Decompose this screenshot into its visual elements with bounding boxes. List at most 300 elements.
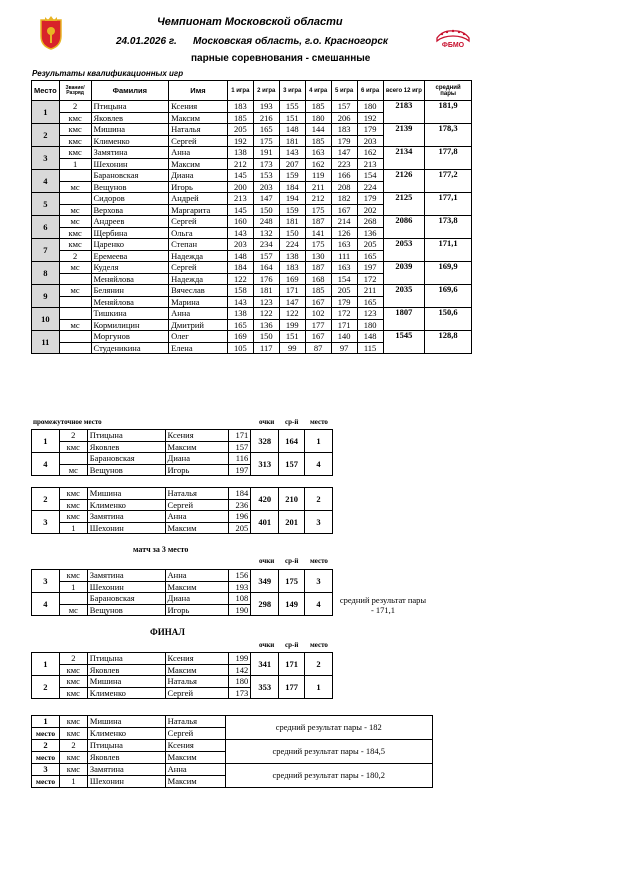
player-score: 108 bbox=[229, 593, 251, 605]
game-score: 203 bbox=[357, 135, 383, 147]
player-surname: Шехонин bbox=[87, 581, 165, 593]
player-score: 190 bbox=[229, 604, 251, 616]
player-surname: Замятина bbox=[87, 764, 165, 776]
player-rank bbox=[59, 273, 91, 285]
player-surname: Вещунов bbox=[87, 464, 165, 476]
player-name: Ксения bbox=[169, 101, 228, 113]
game-score: 122 bbox=[253, 308, 279, 320]
team-seed: 2 bbox=[32, 676, 60, 699]
table-row bbox=[32, 453, 333, 465]
table-row bbox=[32, 239, 472, 251]
game-score: 194 bbox=[279, 193, 305, 205]
game-score: 203 bbox=[227, 239, 253, 251]
game-score: 126 bbox=[331, 227, 357, 239]
team-place: 3 bbox=[305, 570, 333, 593]
col-avg: средний пары bbox=[425, 81, 472, 101]
player-rank: кмс bbox=[59, 112, 91, 124]
team-points: 313 bbox=[251, 453, 279, 476]
game-score: 187 bbox=[305, 262, 331, 274]
game-score: 157 bbox=[253, 250, 279, 262]
team-total: 2134 bbox=[383, 147, 425, 170]
player-surname: Вещунов bbox=[87, 604, 165, 616]
player-name: Сергей bbox=[169, 216, 228, 228]
team-place: 10 bbox=[32, 308, 60, 331]
player-surname: Куделя bbox=[91, 262, 169, 274]
team-seed: 3 bbox=[32, 511, 60, 534]
game-score: 123 bbox=[253, 296, 279, 308]
game-score: 154 bbox=[331, 273, 357, 285]
player-name: Сергей bbox=[169, 262, 228, 274]
game-score: 143 bbox=[227, 227, 253, 239]
game-score: 193 bbox=[253, 101, 279, 113]
table-row bbox=[32, 488, 333, 500]
player-name: Наталья bbox=[169, 124, 228, 136]
game-score: 122 bbox=[279, 308, 305, 320]
team-average: 177 bbox=[279, 676, 305, 699]
game-score: 167 bbox=[305, 331, 331, 343]
team-total: 1807 bbox=[383, 308, 425, 331]
player-rank: кмс bbox=[59, 499, 87, 511]
table-row bbox=[32, 740, 433, 752]
team-average: 157 bbox=[279, 453, 305, 476]
player-rank: мс bbox=[59, 262, 91, 274]
player-rank: мс bbox=[59, 319, 91, 331]
game-score: 175 bbox=[305, 239, 331, 251]
game-score: 177 bbox=[305, 319, 331, 331]
player-surname: Замятина bbox=[91, 147, 169, 159]
team-place: 2 bbox=[305, 488, 333, 511]
player-rank bbox=[59, 296, 91, 308]
game-score: 115 bbox=[357, 342, 383, 354]
player-name: Андрей bbox=[169, 193, 228, 205]
player-rank: кмс bbox=[59, 752, 87, 764]
col-game-2: 2 игра bbox=[253, 81, 279, 101]
result-note: средний результат пары - 180,2 bbox=[225, 764, 432, 788]
player-name: Сергей bbox=[165, 499, 229, 511]
player-name: Сергей bbox=[165, 687, 229, 699]
game-score: 192 bbox=[357, 112, 383, 124]
team-average: 128,8 bbox=[425, 331, 472, 354]
table-row bbox=[32, 331, 472, 343]
game-score: 163 bbox=[305, 147, 331, 159]
col-rank: Звание/ Разряд bbox=[59, 81, 91, 101]
game-score: 171 bbox=[279, 285, 305, 297]
game-score: 206 bbox=[331, 112, 357, 124]
col-total: всего 12 игр bbox=[383, 81, 425, 101]
team-total: 2086 bbox=[383, 216, 425, 239]
team-total: 2125 bbox=[383, 193, 425, 216]
player-name: Анна bbox=[165, 511, 229, 523]
player-rank bbox=[59, 170, 91, 182]
player-surname: Моргунов bbox=[91, 331, 169, 343]
result-place-word: место bbox=[32, 752, 60, 764]
game-score: 213 bbox=[227, 193, 253, 205]
table-row bbox=[32, 676, 333, 688]
game-score: 169 bbox=[227, 331, 253, 343]
team-seed: 1 bbox=[32, 653, 60, 676]
player-name: Максим bbox=[165, 522, 229, 534]
game-score: 157 bbox=[331, 101, 357, 113]
game-score: 175 bbox=[305, 204, 331, 216]
final-title: ФИНАЛ bbox=[150, 627, 185, 637]
player-rank: 1 bbox=[59, 522, 87, 534]
game-score: 97 bbox=[331, 342, 357, 354]
game-score: 143 bbox=[279, 147, 305, 159]
game-score: 163 bbox=[331, 262, 357, 274]
game-score: 166 bbox=[331, 170, 357, 182]
table-row bbox=[32, 593, 333, 605]
game-score: 181 bbox=[253, 285, 279, 297]
team-total: 2139 bbox=[383, 124, 425, 147]
game-score: 163 bbox=[331, 239, 357, 251]
player-rank: 1 bbox=[59, 776, 87, 788]
table-row bbox=[32, 430, 333, 442]
player-surname: Андреев bbox=[91, 216, 169, 228]
player-rank: 2 bbox=[59, 250, 91, 262]
game-score: 203 bbox=[253, 181, 279, 193]
team-average: 177,2 bbox=[425, 170, 472, 193]
team-place: 5 bbox=[32, 193, 60, 216]
third-col-points: очки bbox=[259, 557, 275, 565]
player-rank: кмс bbox=[59, 239, 91, 251]
game-score: 212 bbox=[305, 193, 331, 205]
team-average: 169,9 bbox=[425, 262, 472, 285]
game-score: 117 bbox=[253, 342, 279, 354]
game-score: 122 bbox=[227, 273, 253, 285]
team-place: 7 bbox=[32, 239, 60, 262]
third-col-avg: ср-й bbox=[285, 557, 299, 565]
player-score: 205 bbox=[229, 522, 251, 534]
player-rank bbox=[59, 453, 87, 465]
player-rank: кмс bbox=[59, 676, 87, 688]
team-average: 173,8 bbox=[425, 216, 472, 239]
game-score: 211 bbox=[357, 285, 383, 297]
player-name: Максим bbox=[165, 581, 229, 593]
game-score: 213 bbox=[357, 158, 383, 170]
player-name: Наталья bbox=[165, 488, 229, 500]
third-col-place: место bbox=[310, 557, 328, 565]
game-score: 171 bbox=[331, 319, 357, 331]
game-score: 140 bbox=[331, 331, 357, 343]
player-name: Ольга bbox=[169, 227, 228, 239]
team-seed: 4 bbox=[32, 593, 60, 616]
game-score: 205 bbox=[227, 124, 253, 136]
team-points: 341 bbox=[251, 653, 279, 676]
player-rank: мс bbox=[59, 464, 87, 476]
player-score: 184 bbox=[229, 488, 251, 500]
player-surname: Яковлев bbox=[91, 112, 169, 124]
player-surname: Мишина bbox=[87, 676, 165, 688]
game-score: 159 bbox=[279, 170, 305, 182]
player-surname: Птицына bbox=[87, 653, 165, 665]
final-col-avg: ср-й bbox=[285, 641, 299, 649]
team-points: 353 bbox=[251, 676, 279, 699]
team-average: 175 bbox=[279, 570, 305, 593]
team-place: 1 bbox=[305, 676, 333, 699]
game-score: 182 bbox=[331, 193, 357, 205]
game-score: 181 bbox=[279, 135, 305, 147]
game-score: 144 bbox=[305, 124, 331, 136]
game-score: 150 bbox=[279, 227, 305, 239]
player-rank: мс bbox=[59, 604, 87, 616]
player-name: Маргарита bbox=[169, 204, 228, 216]
player-name: Максим bbox=[169, 158, 228, 170]
game-score: 183 bbox=[227, 101, 253, 113]
player-surname: Клименко bbox=[87, 687, 165, 699]
game-score: 180 bbox=[357, 101, 383, 113]
game-score: 148 bbox=[279, 124, 305, 136]
result-note: средний результат пары - 182 bbox=[225, 716, 432, 740]
interm-match-1-table bbox=[31, 429, 333, 476]
game-score: 147 bbox=[331, 147, 357, 159]
game-score: 192 bbox=[227, 135, 253, 147]
table-row bbox=[32, 262, 472, 274]
player-surname: Верхова bbox=[91, 204, 169, 216]
team-average: 210 bbox=[279, 488, 305, 511]
player-name: Наталья bbox=[165, 716, 225, 728]
game-score: 175 bbox=[253, 135, 279, 147]
player-name: Сергей bbox=[165, 728, 225, 740]
table-row bbox=[32, 653, 333, 665]
player-surname: Замятина bbox=[87, 511, 165, 523]
game-score: 145 bbox=[227, 204, 253, 216]
team-average: 177,1 bbox=[425, 193, 472, 216]
interm-col-place: место bbox=[310, 418, 328, 426]
player-rank bbox=[59, 331, 91, 343]
player-name: Марина bbox=[169, 296, 228, 308]
player-rank: кмс bbox=[59, 147, 91, 159]
team-place: 6 bbox=[32, 216, 60, 239]
player-name: Игорь bbox=[165, 464, 229, 476]
table-row bbox=[32, 193, 472, 205]
game-score: 185 bbox=[305, 285, 331, 297]
player-surname: Птицына bbox=[87, 740, 165, 752]
player-score: 180 bbox=[229, 676, 251, 688]
game-score: 173 bbox=[253, 158, 279, 170]
game-score: 148 bbox=[227, 250, 253, 262]
game-score: 224 bbox=[279, 239, 305, 251]
player-surname: Яковлев bbox=[87, 441, 165, 453]
game-score: 165 bbox=[253, 124, 279, 136]
interm-col-points: очки bbox=[259, 418, 275, 426]
game-score: 165 bbox=[227, 319, 253, 331]
game-score: 208 bbox=[331, 181, 357, 193]
player-rank: мс bbox=[59, 285, 91, 297]
player-rank: кмс bbox=[59, 441, 87, 453]
player-name: Ксения bbox=[165, 740, 225, 752]
player-surname: Меняйлова bbox=[91, 273, 169, 285]
game-score: 147 bbox=[279, 296, 305, 308]
table-row bbox=[32, 308, 472, 320]
col-game-5: 5 игра bbox=[331, 81, 357, 101]
player-name: Диана bbox=[165, 453, 229, 465]
player-name: Сергей bbox=[169, 135, 228, 147]
result-note: средний результат пары - 184,5 bbox=[225, 740, 432, 764]
moscow-region-crest-icon bbox=[38, 16, 64, 50]
game-score: 151 bbox=[279, 331, 305, 343]
table-row bbox=[32, 716, 433, 728]
player-surname: Барановская bbox=[87, 593, 165, 605]
team-average: 171,1 bbox=[425, 239, 472, 262]
game-score: 169 bbox=[279, 273, 305, 285]
player-name: Ксения bbox=[165, 653, 229, 665]
team-place: 9 bbox=[32, 285, 60, 308]
final-col-points: очки bbox=[259, 641, 275, 649]
game-score: 185 bbox=[227, 112, 253, 124]
player-name: Максим bbox=[165, 664, 229, 676]
game-score: 185 bbox=[305, 101, 331, 113]
qualification-table bbox=[31, 80, 472, 354]
team-place: 4 bbox=[305, 593, 333, 616]
team-points: 349 bbox=[251, 570, 279, 593]
game-score: 185 bbox=[305, 135, 331, 147]
team-place: 2 bbox=[305, 653, 333, 676]
player-surname: Щербина bbox=[91, 227, 169, 239]
player-surname: Белянин bbox=[91, 285, 169, 297]
game-score: 212 bbox=[227, 158, 253, 170]
player-surname: Клименко bbox=[87, 728, 165, 740]
player-name: Диана bbox=[165, 593, 229, 605]
third-place-table bbox=[31, 569, 333, 616]
result-place: 1 bbox=[32, 716, 60, 728]
event-location: Московская область, г.о. Красногорск bbox=[193, 36, 388, 47]
team-place: 3 bbox=[305, 511, 333, 534]
team-average: 150,6 bbox=[425, 308, 472, 331]
game-score: 145 bbox=[227, 170, 253, 182]
player-score: 193 bbox=[229, 581, 251, 593]
player-rank: кмс bbox=[59, 570, 87, 582]
game-score: 158 bbox=[227, 285, 253, 297]
game-score: 138 bbox=[227, 308, 253, 320]
player-name: Максим bbox=[165, 441, 229, 453]
game-score: 268 bbox=[357, 216, 383, 228]
table-row bbox=[32, 570, 333, 582]
team-place: 11 bbox=[32, 331, 60, 354]
player-surname: Клименко bbox=[87, 499, 165, 511]
game-score: 202 bbox=[357, 204, 383, 216]
game-score: 111 bbox=[331, 250, 357, 262]
team-average: 169,6 bbox=[425, 285, 472, 308]
player-rank: кмс bbox=[59, 764, 87, 776]
team-average: 201 bbox=[279, 511, 305, 534]
player-score: 199 bbox=[229, 653, 251, 665]
game-score: 248 bbox=[253, 216, 279, 228]
game-score: 130 bbox=[305, 250, 331, 262]
player-score: 157 bbox=[229, 441, 251, 453]
game-score: 179 bbox=[331, 296, 357, 308]
player-rank: кмс bbox=[59, 728, 87, 740]
player-name: Елена bbox=[169, 342, 228, 354]
game-score: 176 bbox=[253, 273, 279, 285]
table-row bbox=[32, 101, 472, 113]
result-place: 2 bbox=[32, 740, 60, 752]
game-score: 211 bbox=[305, 181, 331, 193]
player-name: Максим bbox=[165, 752, 225, 764]
player-rank: 2 bbox=[59, 740, 87, 752]
game-score: 205 bbox=[331, 285, 357, 297]
final-table bbox=[31, 652, 333, 699]
team-average: 178,3 bbox=[425, 124, 472, 147]
fbmo-logo bbox=[433, 28, 473, 50]
final-results-table bbox=[31, 715, 433, 788]
player-name: Степан bbox=[169, 239, 228, 251]
game-score: 184 bbox=[227, 262, 253, 274]
result-place: 3 bbox=[32, 764, 60, 776]
game-score: 150 bbox=[253, 331, 279, 343]
player-surname: Птицына bbox=[91, 101, 169, 113]
table-row bbox=[32, 511, 333, 523]
game-score: 132 bbox=[253, 227, 279, 239]
player-score: 116 bbox=[229, 453, 251, 465]
player-rank: 1 bbox=[59, 158, 91, 170]
result-place-word: место bbox=[32, 728, 60, 740]
game-score: 151 bbox=[279, 112, 305, 124]
player-surname: Клименко bbox=[91, 135, 169, 147]
player-rank: кмс bbox=[59, 664, 87, 676]
player-surname: Вещунов bbox=[91, 181, 169, 193]
game-score: 180 bbox=[305, 112, 331, 124]
team-average: 149 bbox=[279, 593, 305, 616]
player-rank: мс bbox=[59, 216, 91, 228]
player-rank bbox=[59, 308, 91, 320]
player-score: 197 bbox=[229, 464, 251, 476]
player-name: Игорь bbox=[165, 604, 229, 616]
game-score: 187 bbox=[305, 216, 331, 228]
table-row bbox=[32, 764, 433, 776]
championship-title: Чемпионат Московской области bbox=[157, 16, 343, 28]
player-surname: Еремеева bbox=[91, 250, 169, 262]
player-score: 173 bbox=[229, 687, 251, 699]
game-score: 179 bbox=[357, 124, 383, 136]
player-surname: Мишина bbox=[87, 716, 165, 728]
player-score: 171 bbox=[229, 430, 251, 442]
player-rank: кмс bbox=[59, 124, 91, 136]
third-note: средний результат пары - 171,1 bbox=[339, 595, 427, 616]
game-score: 165 bbox=[357, 296, 383, 308]
team-seed: 1 bbox=[32, 430, 60, 453]
player-surname: Шехонин bbox=[87, 776, 165, 788]
game-score: 207 bbox=[279, 158, 305, 170]
game-score: 183 bbox=[331, 124, 357, 136]
game-score: 123 bbox=[357, 308, 383, 320]
game-score: 87 bbox=[305, 342, 331, 354]
game-score: 147 bbox=[253, 193, 279, 205]
player-rank: кмс bbox=[59, 135, 91, 147]
event-subtitle: парные соревнования - смешанные bbox=[191, 53, 371, 64]
col-game-6: 6 игра bbox=[357, 81, 383, 101]
player-surname: Сидоров bbox=[91, 193, 169, 205]
event-date: 24.01.2026 г. bbox=[116, 36, 177, 47]
player-name: Анна bbox=[169, 308, 228, 320]
table-row bbox=[32, 124, 472, 136]
game-score: 172 bbox=[357, 273, 383, 285]
player-rank: 2 bbox=[59, 653, 87, 665]
third-title: матч за 3 место bbox=[133, 545, 189, 554]
table-row bbox=[32, 216, 472, 228]
team-average: 181,9 bbox=[425, 101, 472, 124]
player-score: 196 bbox=[229, 511, 251, 523]
player-surname: Шехонин bbox=[87, 522, 165, 534]
game-score: 184 bbox=[279, 181, 305, 193]
team-total: 2039 bbox=[383, 262, 425, 285]
team-points: 328 bbox=[251, 430, 279, 453]
team-points: 420 bbox=[251, 488, 279, 511]
team-total: 2035 bbox=[383, 285, 425, 308]
player-surname: Меняйлова bbox=[91, 296, 169, 308]
game-score: 148 bbox=[357, 331, 383, 343]
team-place: 1 bbox=[32, 101, 60, 124]
game-score: 181 bbox=[279, 216, 305, 228]
